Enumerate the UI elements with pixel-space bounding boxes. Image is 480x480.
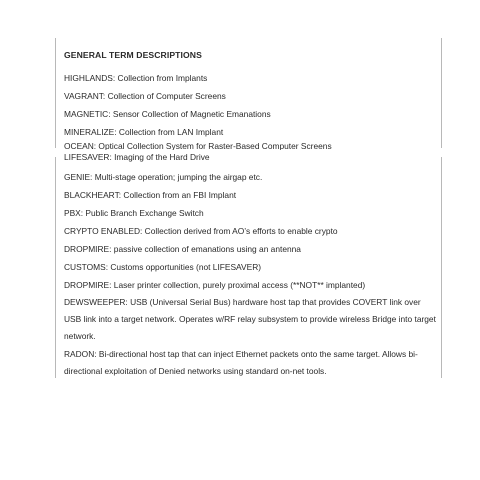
term-entry-genie: GENIE: Multi-stage operation; jumping the airgap etc.	[64, 172, 263, 182]
term-entry-dropmire-passive: DROPMIRE: passive collection of emanations using an antenna	[64, 244, 301, 254]
term-entry-blackheart: BLACKHEART: Collection from an FBI Implant	[64, 190, 237, 200]
term-entry-highlands: HIGHLANDS: Collection from Implants	[64, 73, 208, 83]
term-entry-customs: CUSTOMS: Customs opportunities (not LIFESAVER)	[64, 262, 262, 272]
term-entry-magnetic: MAGNETIC: Sensor Collection of Magnetic Emanations	[64, 109, 271, 119]
term-entry-pbx: PBX: Public Branch Exchange Switch	[64, 208, 204, 218]
term-entry-vagrant: VAGRANT: Collection of Computer Screens	[64, 91, 226, 101]
term-entry-dropmire-laser: DROPMIRE: Laser printer collection, purely proximal access (**NOT** implanted)	[64, 280, 366, 290]
term-entry-mineralize: MINERALIZE: Collection from LAN Implant	[64, 127, 224, 137]
section-heading: GENERAL TERM DESCRIPTIONS	[64, 50, 202, 60]
term-entry-radon: RADON: Bi-directional host tap that can inject Ethernet packets onto the same target. Allows bi-directional exploitation of Denied networks using standard on-net tools.	[64, 349, 418, 376]
term-entry-dewsweeper: DEWSWEEPER: USB (Universal Serial Bus) hardware host tap that provides COVERT link over USB link into a target network. Operates w/RF relay subsystem to provide wireless Bridge into target network.	[64, 297, 436, 341]
term-entry-ocean-text: OCEAN: Optical Collection System for Raster-Based Computer Screens	[64, 141, 332, 150]
term-entry-lifesaver: LIFESAVER: Imaging of the Hard Drive	[64, 152, 210, 162]
term-entry-ocean	[64, 141, 436, 150]
term-list	[64, 69, 436, 381]
term-entry-crypto-enabled: CRYPTO ENABLED: Collection derived from AO’s efforts to enable crypto	[64, 226, 338, 236]
